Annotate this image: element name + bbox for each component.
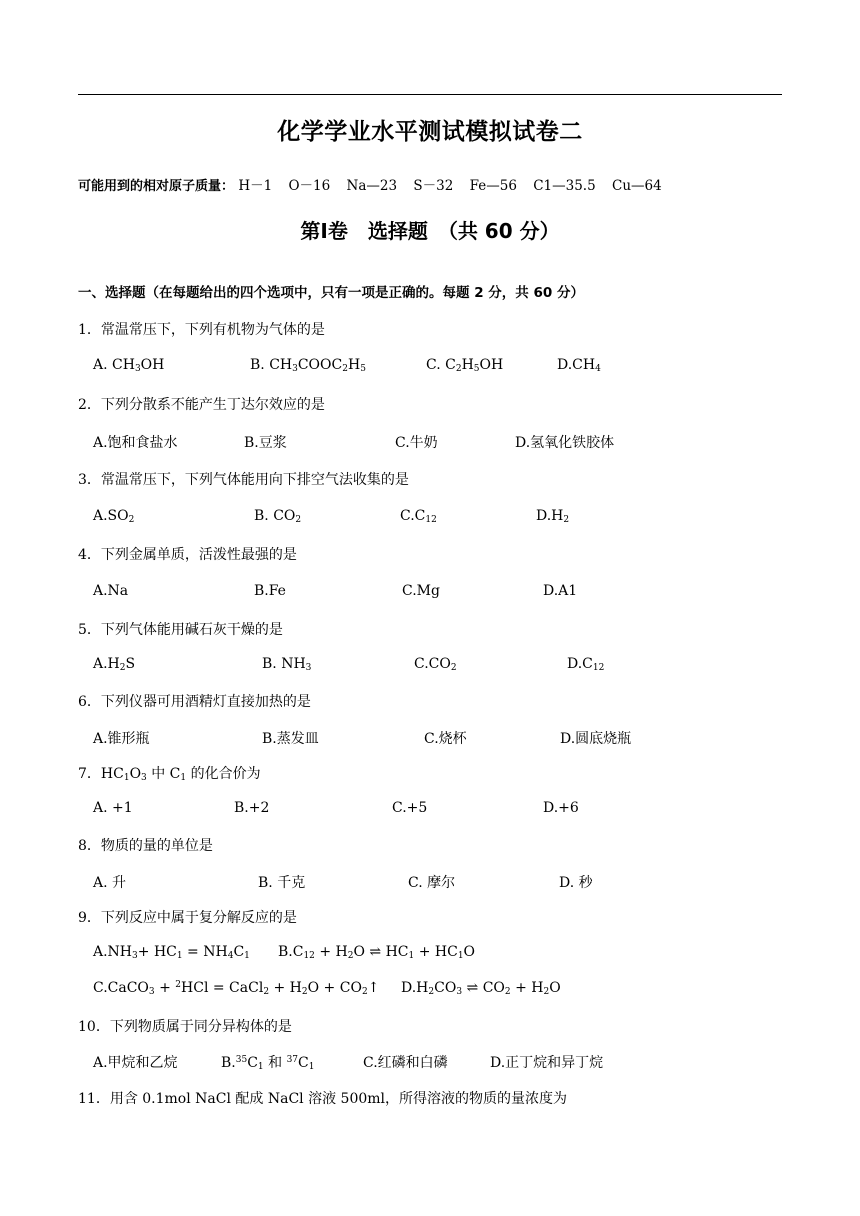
question-1-option-a: A. $CH_3OH$ (93, 357, 165, 374)
question-7-option-d: D.+6 (543, 800, 579, 816)
question-6-option-a: A.锥形瓶 (93, 731, 150, 747)
question-10-stem: 10．下列物质属于同分异构体的是 (78, 1019, 292, 1035)
question-1-option-d: $D.CH_4$ (557, 357, 601, 374)
question-1-option-c: C. $C_2H_5OH$ (426, 357, 504, 374)
atomic-mass-cu: Cu—64 (611, 178, 662, 194)
page-title: 化学学业水平测试模拟试卷二 (277, 119, 583, 145)
question-4-stem: 4．下列金属单质，活泼性最强的是 (78, 547, 297, 563)
question-2-option-d: D.氢氧化铁胶体 (515, 435, 615, 451)
question-9-option-a: $A.NH_3+ HC_1 = NH_4C_1$ (93, 944, 250, 961)
question-2-stem: 2．下列分散系不能产生丁达尔效应的是 (78, 397, 325, 413)
question-8-option-c: C. 摩尔 (408, 875, 456, 891)
question-3-option-c: $C.C_{12}$ (400, 508, 437, 525)
question-5-option-d: $D.C_{12}$ (567, 656, 605, 673)
question-10-option-b: $B.^{35}C_1$ 和 $^{37}C_1$ (221, 1055, 315, 1072)
question-8-option-b: B. 千克 (258, 875, 306, 891)
question-3-option-a: $A.SO_2$ (93, 508, 135, 525)
question-2-option-a: A.饱和食盐水 (93, 435, 178, 451)
question-10-option-a: A.甲烷和乙烷 (93, 1055, 178, 1071)
atomic-mass-na: Na—23 (346, 178, 398, 194)
question-7-option-a: A. +1 (93, 800, 133, 816)
question-9-stem: 9．下列反应中属于复分解反应的是 (78, 910, 297, 926)
question-8-stem: 8．物质的量的单位是 (78, 838, 213, 854)
question-6-option-c: C.烧杯 (424, 731, 467, 747)
question-5-stem: 5．下列气体能用碱石灰干燥的是 (78, 622, 283, 638)
question-8-option-a: A. 升 (93, 875, 127, 891)
question-4-option-a: A.Na (93, 583, 129, 599)
atomic-mass-h: H－1 (238, 178, 273, 194)
question-4-option-c: C.Mg (402, 583, 440, 599)
header-rule (78, 94, 782, 95)
atomic-masses-line (78, 174, 674, 194)
part-title: 一、选择题（在每题给出的四个选项中，只有一项是正确的。每题 2 分，共 60 分） (78, 285, 584, 301)
question-6-option-d: D.圆底烧瓶 (560, 731, 632, 747)
question-7-option-b: B.+2 (234, 800, 270, 816)
question-5-option-c: $C.CO_2$ (414, 656, 457, 673)
question-7-stem: 7．$HC_1O_3$ 中 $C_1$ 的化合价为 (78, 766, 261, 783)
atomic-mass-fe: Fe—56 (469, 178, 517, 194)
question-6-option-b: B.蒸发皿 (262, 731, 319, 747)
atomic-mass-o: O－16 (288, 178, 331, 194)
question-2-option-b: B.豆浆 (244, 435, 287, 451)
question-9-option-c: C.CaCO$_3$ + $^2$HCl = CaCl$_2$ + $H_2O$ + $CO_2↑$ (93, 980, 380, 997)
question-5-option-a: $A.H_2S$ (93, 656, 136, 673)
question-3-option-d: $D.H_2$ (536, 508, 570, 525)
question-11-stem: 11．用含 0.1mol NaCl 配成 NaCl 溶液 500ml，所得溶液的物质的量浓度为 (78, 1091, 568, 1107)
question-1-option-b: B. $CH_3COOC_2H_5$ (250, 357, 366, 374)
question-3-option-b: B. $CO_2$ (254, 508, 302, 525)
question-2-option-c: C.牛奶 (395, 435, 438, 451)
atomic-mass-cl: C1—35.5 (533, 178, 596, 194)
question-9-option-d: $D.H_2CO_3$ ⇌ $CO_2 + H_2O$ (401, 980, 561, 997)
section-title: 第Ⅰ卷 选择题 （共 60 分） (300, 219, 560, 243)
atomic-mass-s: S－32 (413, 178, 454, 194)
question-8-option-d: D. 秒 (559, 875, 593, 891)
question-10-option-c: C.红磷和白磷 (363, 1055, 448, 1071)
question-10-option-d: D.正丁烷和异丁烷 (490, 1055, 604, 1071)
question-6-stem: 6．下列仪器可用酒精灯直接加热的是 (78, 694, 311, 710)
question-4-option-d: D.A1 (543, 583, 578, 599)
question-7-option-c: C.+5 (392, 800, 428, 816)
question-3-stem: 3．常温常压下，下列气体能用向下排空气法收集的是 (78, 472, 409, 488)
question-5-option-b: B. $NH_3$ (262, 656, 312, 673)
atomic-masses-label: 可能用到的相对原子质量： (78, 179, 235, 194)
question-1-stem: 1．常温常压下，下列有机物为气体的是 (78, 322, 325, 338)
question-4-option-b: B.Fe (254, 583, 286, 599)
question-9-option-b: $B.C_{12} + H_2O$ ⇌ $HC_1 + HC_1O$ (278, 944, 476, 961)
